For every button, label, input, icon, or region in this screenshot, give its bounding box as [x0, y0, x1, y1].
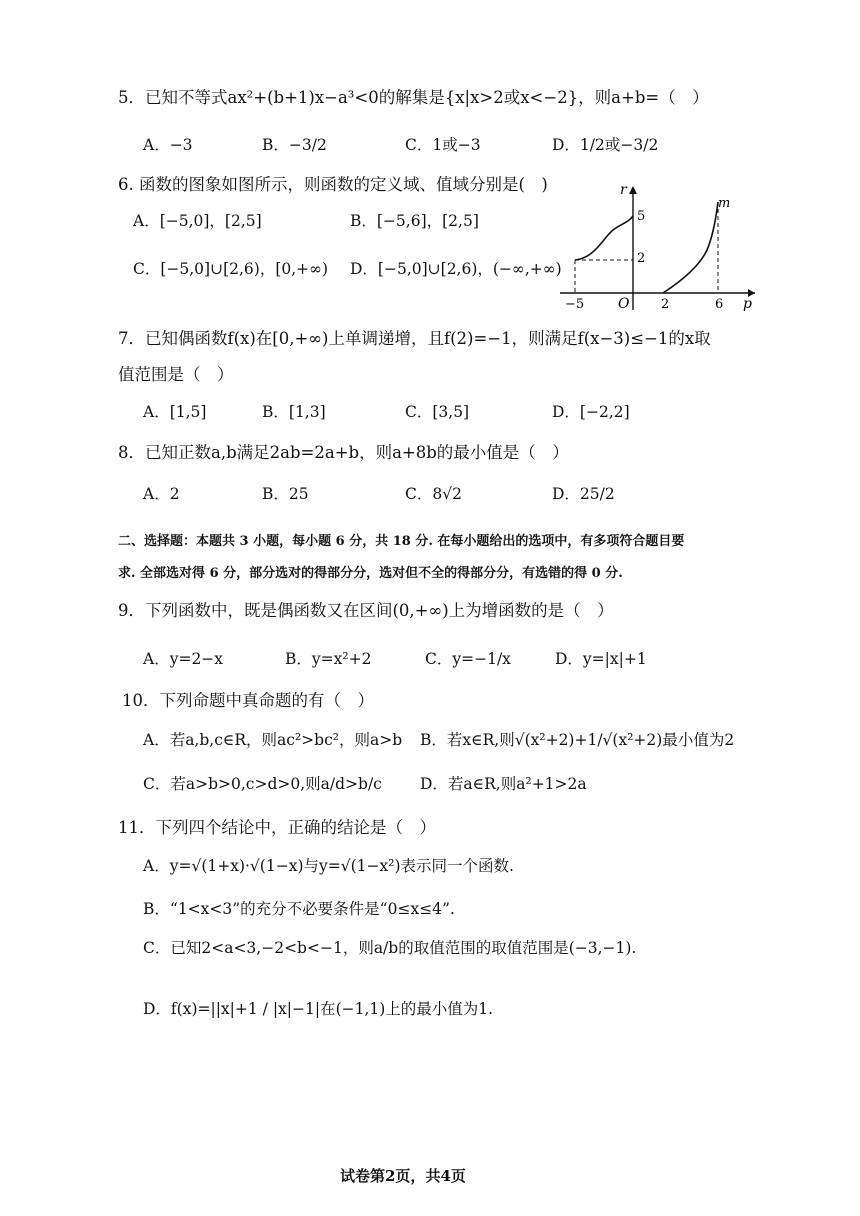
- q9-option-d: D．y=|x|+1: [555, 650, 647, 668]
- x-tick-6: 6: [715, 297, 724, 312]
- q8-option-a: A．2: [143, 485, 180, 503]
- y-tick-5: 5: [637, 209, 646, 224]
- q10-option-d: D．若a∈R,则a²+1>2a: [420, 775, 587, 793]
- q10-option-c: C．若a>b>0,c>d>0,则a/d>b/c: [143, 775, 382, 793]
- q5-option-c: C．1或−3: [405, 136, 481, 154]
- q8-option-d: D．25/2: [552, 485, 615, 503]
- q11-option-d: D．f(x)=||x|+1 / |x|−1|在(−1,1)上的最小值为1.: [143, 1000, 494, 1018]
- curve-left-branch: [575, 216, 633, 260]
- q5-option-d: D．1/2或−3/2: [552, 136, 659, 154]
- q5-option-b: B．−3/2: [262, 136, 327, 154]
- q8-option-b: B．25: [262, 485, 309, 503]
- q11-option-b: B．“1<x<3”的充分不必要条件是“0≤x≤4”.: [143, 900, 455, 918]
- q7-stem-line2: 值范围是（ ）: [118, 365, 234, 384]
- x-tick-2: 2: [661, 297, 670, 312]
- y-axis-label: r: [620, 182, 627, 198]
- q7-option-d: D．[−2,2]: [552, 403, 630, 421]
- q11-option-a: A．y=√(1+x)·√(1−x)与y=√(1−x²)表示同一个函数.: [143, 857, 514, 875]
- q10-option-b: B．若x∈R,则√(x²+2)+1/√(x²+2)最小值为2: [420, 731, 735, 749]
- q6-option-d: D．[−5,0]∪[2,6)，(−∞,+∞): [350, 260, 562, 278]
- curve-right-branch: [663, 202, 718, 293]
- q9-option-b: B．y=x²+2: [285, 650, 372, 668]
- q11-stem: 11．下列四个结论中，正确的结论是（ ）: [118, 818, 436, 837]
- q9-option-c: C．y=−1/x: [425, 650, 511, 668]
- q5-option-a: A．−3: [143, 136, 193, 154]
- q5-stem: 5．已知不等式ax²+(b+1)x−a³<0的解集是{x|x>2或x<−2}，则a+b=（ ）: [118, 88, 709, 107]
- curve-label: m: [718, 196, 731, 211]
- y-tick-2: 2: [637, 251, 646, 266]
- x-tick-neg5: −5: [565, 297, 585, 312]
- section-2-instructions-line2: 求. 全部选对得 6 分，部分选对的得部分分，选对但不全的得部分分，有选错的得 0 分.: [118, 566, 623, 581]
- y-axis-arrow-icon: [629, 186, 637, 194]
- q7-stem-line1: 7．已知偶函数f(x)在[0,+∞)上单调递增，且f(2)=−1，则满足f(x−3)≤−1的x取: [118, 329, 711, 348]
- q7-option-b: B．[1,3]: [262, 403, 326, 421]
- q10-option-a: A．若a,b,c∈R，则ac²>bc²，则a>b: [143, 731, 403, 749]
- q6-stem: 6. 函数的图象如图所示，则函数的定义域、值域分别是( ): [118, 175, 548, 194]
- q7-option-c: C．[3,5]: [405, 403, 470, 421]
- origin-label: O: [618, 296, 630, 312]
- q11-option-c: C．已知2<a<3,−2<b<−1，则a/b的取值范围的取值范围是(−3,−1).: [143, 939, 637, 957]
- section-2-instructions-line1: 二、选择题：本题共 3 小题，每小题 6 分，共 18 分. 在每小题给出的选项中，有多项符合题目要: [118, 534, 685, 549]
- q6-option-c: C．[−5,0]∪[2,6)，[0,+∞): [133, 260, 329, 278]
- x-axis-label: p: [743, 296, 752, 312]
- q7-option-a: A．[1,5]: [143, 403, 207, 421]
- q9-option-a: A．y=2−x: [143, 650, 224, 668]
- q9-stem: 9．下列函数中，既是偶函数又在区间(0,+∞)上为增函数的是（ ）: [118, 601, 614, 620]
- q10-stem: 10．下列命题中真命题的有（ ）: [122, 691, 374, 710]
- q6-option-b: B．[−5,6]，[2,5]: [350, 212, 479, 230]
- q6-option-a: A．[−5,0]，[2,5]: [133, 212, 262, 230]
- q8-option-c: C．8√2: [405, 485, 462, 503]
- q8-stem: 8．已知正数a,b满足2ab=2a+b，则a+8b的最小值是（ ）: [118, 443, 569, 462]
- page-footer: 试卷第2页，共4页: [340, 1167, 466, 1185]
- q6-function-graph: [555, 180, 765, 315]
